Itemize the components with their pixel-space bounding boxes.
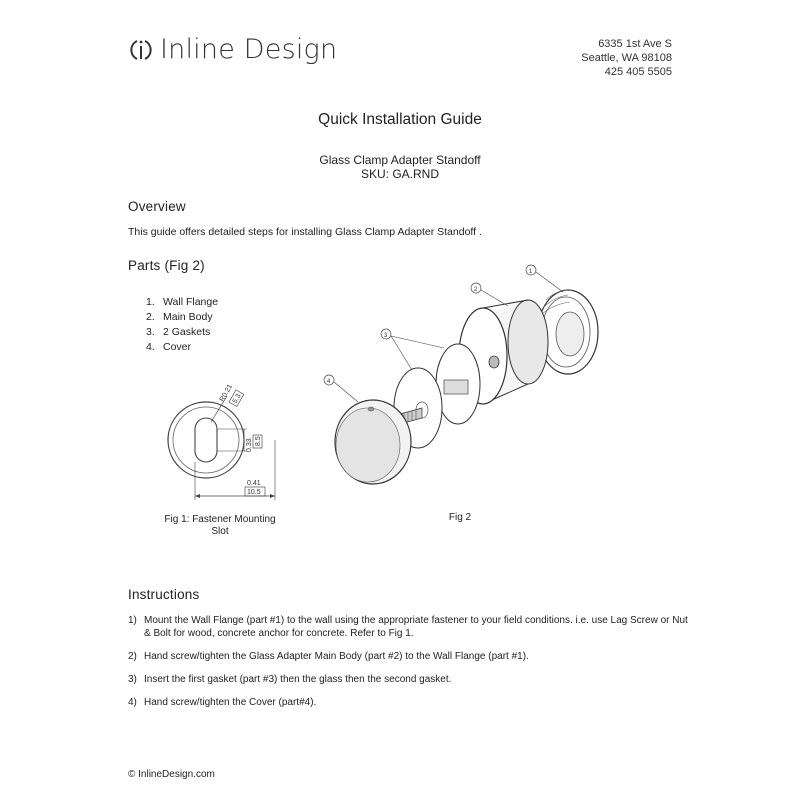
address-line: 6335 1st Ave S [598, 38, 672, 50]
list-item [146, 310, 218, 325]
list-item [146, 295, 218, 310]
list-number: 1. [146, 296, 155, 308]
part-label: Wall Flange [163, 296, 219, 308]
step-number: 4) [128, 697, 137, 708]
caption-line: Fig 1: Fastener Mounting [164, 514, 276, 525]
address-line: Seattle, WA 98108 [581, 52, 672, 64]
step-number: 3) [128, 674, 137, 685]
list-item [128, 650, 688, 663]
logo-text: Inline Design [160, 34, 338, 65]
list-item [128, 614, 688, 640]
parts-heading: Parts (Fig 2) [128, 258, 205, 273]
dim-height-mm-label: 8.5 [255, 436, 262, 446]
callout-2 [471, 283, 508, 306]
overview-text: This guide offers detailed steps for installing Glass Clamp Adapter Standoff . [128, 226, 482, 238]
list-item [146, 340, 218, 355]
fig1-slot-drawing [165, 378, 285, 503]
instructions-list [128, 614, 688, 719]
fig2-caption: Fig 2 [448, 512, 472, 523]
dim-height-label: 0.33 [246, 438, 253, 452]
instructions-heading: Instructions [128, 587, 200, 602]
company-logo [128, 34, 337, 65]
logo-mark-icon [128, 37, 154, 63]
list-number: 3. [146, 326, 155, 338]
step-text: Hand screw/tighten the Glass Adapter Main Body (part #2) to the Wall Flange (part #1). [144, 651, 529, 662]
caption-line: Slot [211, 526, 229, 537]
dim-radius-mm-label: 5.3 [231, 392, 243, 405]
footer-copyright: © InlineDesign.com [128, 769, 215, 780]
cover-part [335, 400, 411, 484]
callout-number: 1 [529, 269, 533, 275]
dim-width-mm-label: 10.5 [247, 489, 261, 496]
fig1-caption [150, 514, 290, 538]
list-number: 2. [146, 311, 155, 323]
list-item [146, 325, 218, 340]
fig2-exploded-drawing [318, 262, 618, 502]
part-label: Main Body [163, 311, 213, 323]
part-label: Cover [163, 341, 192, 353]
callout-4 [324, 375, 358, 402]
step-text: Mount the Wall Flange (part #1) to the wall using the appropriate fastener to your field conditions. i.e. use Lag Screw or Nut & Bolt for wood, concrete anchor for concrete. Refer to Fig 1. [144, 615, 688, 639]
product-subtitle [0, 153, 800, 181]
callout-1 [526, 265, 563, 292]
step-number: 2) [128, 651, 137, 662]
document-title: Quick Installation Guide [318, 111, 482, 128]
step-text: Insert the first gasket (part #3) then the glass then the second gasket. [144, 674, 452, 685]
list-item [128, 696, 688, 709]
product-sku: SKU: GA.RND [360, 167, 439, 181]
dim-width-label: 0.41 [247, 480, 261, 487]
product-name: Glass Clamp Adapter Standoff [319, 153, 481, 167]
parts-list [146, 295, 218, 355]
callout-number: 3 [384, 333, 388, 339]
list-item [128, 673, 688, 686]
part-label: 2 Gaskets [163, 326, 211, 338]
overview-heading: Overview [128, 199, 186, 214]
step-number: 1) [128, 615, 137, 626]
callout-3 [381, 329, 444, 370]
company-address [581, 37, 672, 79]
address-phone: 425 405 5505 [604, 66, 672, 78]
step-text: Hand screw/tighten the Cover (part#4). [144, 697, 317, 708]
callout-number: 4 [327, 379, 331, 385]
list-number: 4. [146, 341, 155, 353]
callout-number: 2 [474, 287, 478, 293]
dim-radius-label: R0.21 [218, 383, 235, 403]
